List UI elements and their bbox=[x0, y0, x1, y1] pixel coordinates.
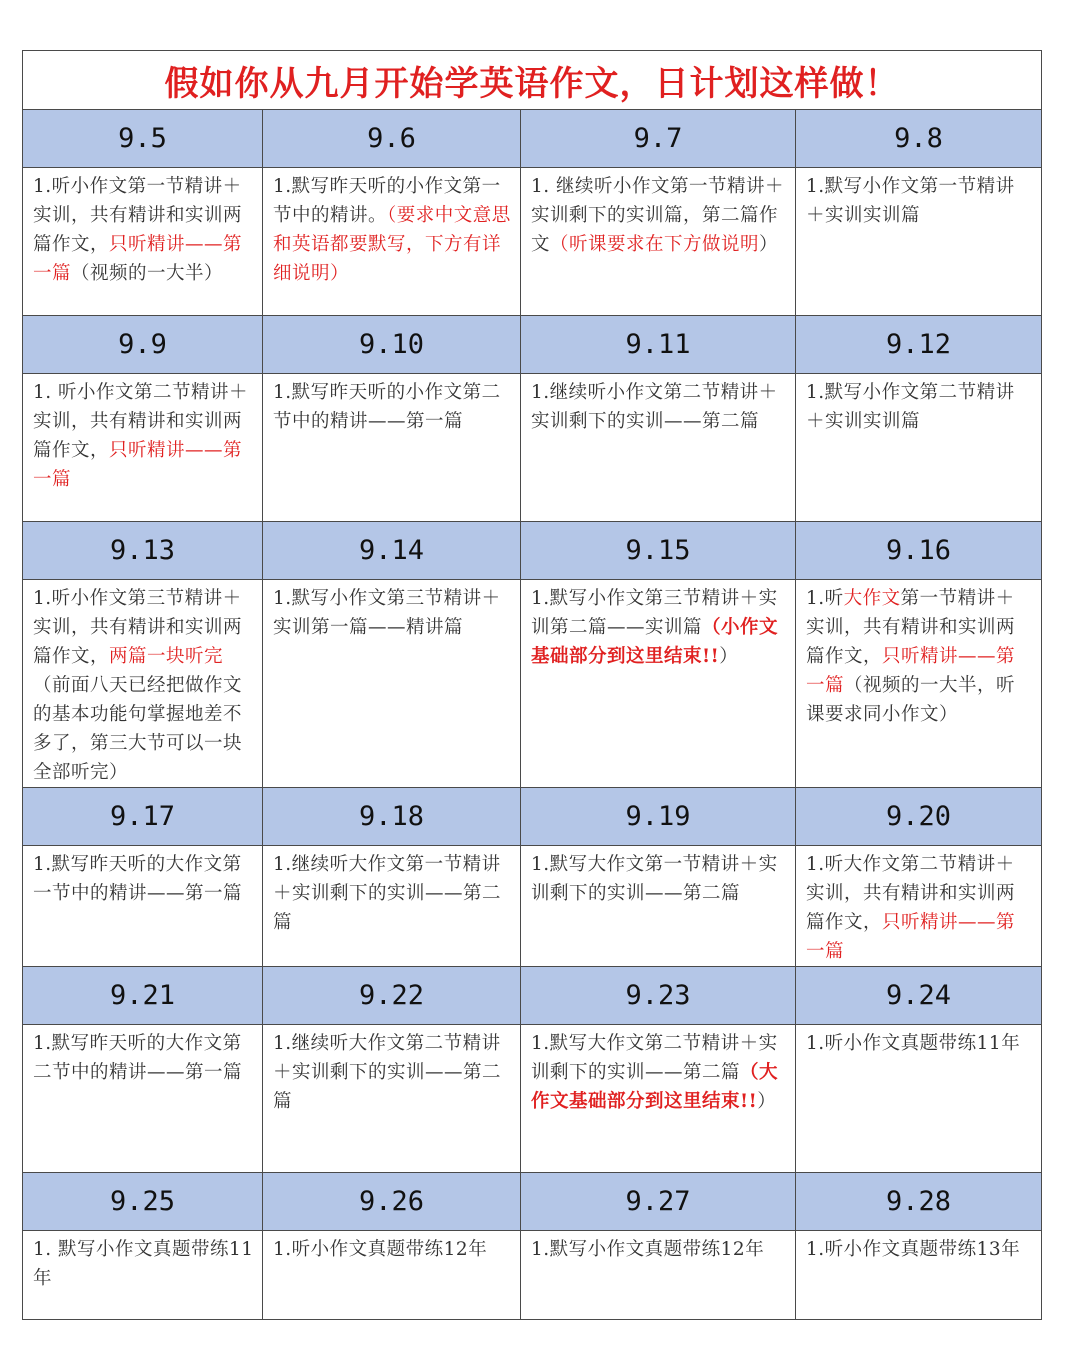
task-cell bbox=[521, 374, 796, 522]
task-text: （前面八天已经把做作文的基本功能句掌握地差不多了，第三大节可以一块全部听完） bbox=[33, 675, 243, 783]
date-cell: 9.12 bbox=[796, 316, 1042, 374]
title-row bbox=[23, 51, 1042, 110]
task-cell bbox=[23, 168, 263, 316]
task-text: 1. 默写小作文真题带练11年 bbox=[33, 1239, 254, 1289]
task-row bbox=[23, 168, 1042, 316]
task-text: 1.默写昨天听的大作文第二节中的精讲——第一篇 bbox=[33, 1033, 243, 1083]
task-text: 1.继续听大作文第一节精讲＋实训剩下的实训——第二篇 bbox=[273, 854, 502, 933]
task-cell bbox=[263, 374, 521, 522]
task-row bbox=[23, 846, 1042, 967]
task-text: 1.听小作文真题带练11年 bbox=[806, 1033, 1021, 1054]
task-text: （视频的一大半，听课要求同小作文） bbox=[806, 675, 1016, 725]
date-row bbox=[23, 1173, 1042, 1231]
task-cell bbox=[796, 580, 1042, 788]
date-cell: 9.28 bbox=[796, 1173, 1042, 1231]
task-text: 1.听小作文第一节精讲＋实训，共有精讲和实训两篇作文， bbox=[33, 176, 243, 255]
date-row bbox=[23, 788, 1042, 846]
task-text: ） bbox=[759, 234, 779, 255]
task-row bbox=[23, 1231, 1042, 1320]
task-highlight: 只听精讲——第一篇 bbox=[33, 234, 243, 284]
task-highlight: 两篇一块听完 bbox=[109, 646, 224, 667]
date-cell: 9.24 bbox=[796, 967, 1042, 1025]
task-text: 1.默写大作文第二节精讲＋实训剩下的实训——第二篇 bbox=[531, 1033, 778, 1083]
date-cell: 9.20 bbox=[796, 788, 1042, 846]
task-text: 1.默写小作文真题带练12年 bbox=[531, 1239, 765, 1260]
task-text: 1.默写小作文第一节精讲＋实训实训篇 bbox=[806, 176, 1015, 226]
task-text: 1. 听小作文第二节精讲＋实训，共有精讲和实训两篇作文， bbox=[33, 382, 249, 461]
task-text: （视频的一大半） bbox=[71, 263, 224, 284]
task-cell bbox=[796, 374, 1042, 522]
date-cell: 9.17 bbox=[23, 788, 263, 846]
date-cell: 9.6 bbox=[263, 110, 521, 168]
task-text: 1.默写大作文第一节精讲＋实训剩下的实训——第二篇 bbox=[531, 854, 778, 904]
task-cell bbox=[23, 580, 263, 788]
task-cell bbox=[521, 846, 796, 967]
task-cell bbox=[263, 1025, 521, 1173]
date-row bbox=[23, 316, 1042, 374]
date-cell: 9.15 bbox=[521, 522, 796, 580]
task-text: 1.继续听小作文第二节精讲＋实训剩下的实训——第二篇 bbox=[531, 382, 778, 432]
plan-table bbox=[22, 50, 1042, 1320]
task-cell bbox=[796, 846, 1042, 967]
task-highlight: 大作文 bbox=[843, 588, 901, 609]
task-cell bbox=[521, 1025, 796, 1173]
task-text: 1.默写昨天听的大作文第一节中的精讲——第一篇 bbox=[33, 854, 243, 904]
task-cell bbox=[263, 1231, 521, 1320]
date-row bbox=[23, 967, 1042, 1025]
task-highlight: 只听精讲——第一篇 bbox=[806, 912, 1016, 962]
date-cell: 9.18 bbox=[263, 788, 521, 846]
task-text: 1.默写小作文第二节精讲＋实训实训篇 bbox=[806, 382, 1015, 432]
task-cell bbox=[796, 1231, 1042, 1320]
task-cell bbox=[796, 1025, 1042, 1173]
task-text: 1.听小作文真题带练13年 bbox=[806, 1239, 1021, 1260]
task-cell bbox=[263, 580, 521, 788]
date-cell: 9.13 bbox=[23, 522, 263, 580]
date-cell: 9.5 bbox=[23, 110, 263, 168]
page-title: 假如你从九月开始学英语作文，日计划这样做！ bbox=[23, 51, 1042, 110]
task-cell bbox=[23, 846, 263, 967]
task-cell bbox=[23, 1025, 263, 1173]
task-highlight: （要求中文意思和英语都要默写，下方有详细说明） bbox=[273, 205, 511, 284]
task-text: ） bbox=[719, 646, 739, 667]
task-text: 1.默写小作文第三节精讲＋实训第二篇——实训篇 bbox=[531, 588, 778, 638]
date-cell: 9.9 bbox=[23, 316, 263, 374]
task-text: 1.默写昨天听的小作文第二节中的精讲——第一篇 bbox=[273, 382, 501, 432]
task-cell bbox=[796, 168, 1042, 316]
date-cell: 9.25 bbox=[23, 1173, 263, 1231]
date-cell: 9.7 bbox=[521, 110, 796, 168]
date-row bbox=[23, 110, 1042, 168]
date-cell: 9.8 bbox=[796, 110, 1042, 168]
task-highlight: 只听精讲——第一篇 bbox=[33, 440, 243, 490]
task-row bbox=[23, 1025, 1042, 1173]
task-row bbox=[23, 374, 1042, 522]
date-cell: 9.11 bbox=[521, 316, 796, 374]
task-highlight: （小作文基础部分到这里结束!! bbox=[531, 617, 779, 667]
task-cell bbox=[23, 374, 263, 522]
task-highlight: （大作文基础部分到这里结束!! bbox=[531, 1062, 779, 1112]
task-text: 1.继续听大作文第二节精讲＋实训剩下的实训——第二篇 bbox=[273, 1033, 502, 1112]
task-text: ） bbox=[757, 1091, 777, 1112]
date-cell: 9.16 bbox=[796, 522, 1042, 580]
task-text: 1.听小作文真题带练12年 bbox=[273, 1239, 488, 1260]
task-cell bbox=[521, 1231, 796, 1320]
task-text: 第一节精讲＋实训，共有精讲和实训两篇作文， bbox=[806, 588, 1016, 667]
date-cell: 9.10 bbox=[263, 316, 521, 374]
date-row bbox=[23, 522, 1042, 580]
task-highlight: 只听精讲——第一篇 bbox=[806, 646, 1016, 696]
task-text: 1.默写昨天听的小作文第一节中的精讲。 bbox=[273, 176, 501, 226]
task-text: 1.听 bbox=[806, 588, 844, 609]
task-cell bbox=[521, 580, 796, 788]
date-cell: 9.26 bbox=[263, 1173, 521, 1231]
task-cell bbox=[263, 846, 521, 967]
date-cell: 9.19 bbox=[521, 788, 796, 846]
task-text: 1.默写小作文第三节精讲＋实训第一篇——精讲篇 bbox=[273, 588, 501, 638]
date-cell: 9.27 bbox=[521, 1173, 796, 1231]
task-text: 1. 继续听小作文第一节精讲＋实训剩下的实训篇，第二篇作文 bbox=[531, 176, 785, 255]
task-cell bbox=[521, 168, 796, 316]
task-text: 1.听小作文第三节精讲＋实训，共有精讲和实训两篇作文， bbox=[33, 588, 243, 667]
date-cell: 9.21 bbox=[23, 967, 263, 1025]
task-row bbox=[23, 580, 1042, 788]
task-cell bbox=[23, 1231, 263, 1320]
task-cell bbox=[263, 168, 521, 316]
date-cell: 9.23 bbox=[521, 967, 796, 1025]
date-cell: 9.14 bbox=[263, 522, 521, 580]
task-highlight: （听课要求在下方做说明 bbox=[550, 234, 760, 255]
date-cell: 9.22 bbox=[263, 967, 521, 1025]
task-text: 1.听大作文第二节精讲＋实训，共有精讲和实训两篇作文， bbox=[806, 854, 1016, 933]
